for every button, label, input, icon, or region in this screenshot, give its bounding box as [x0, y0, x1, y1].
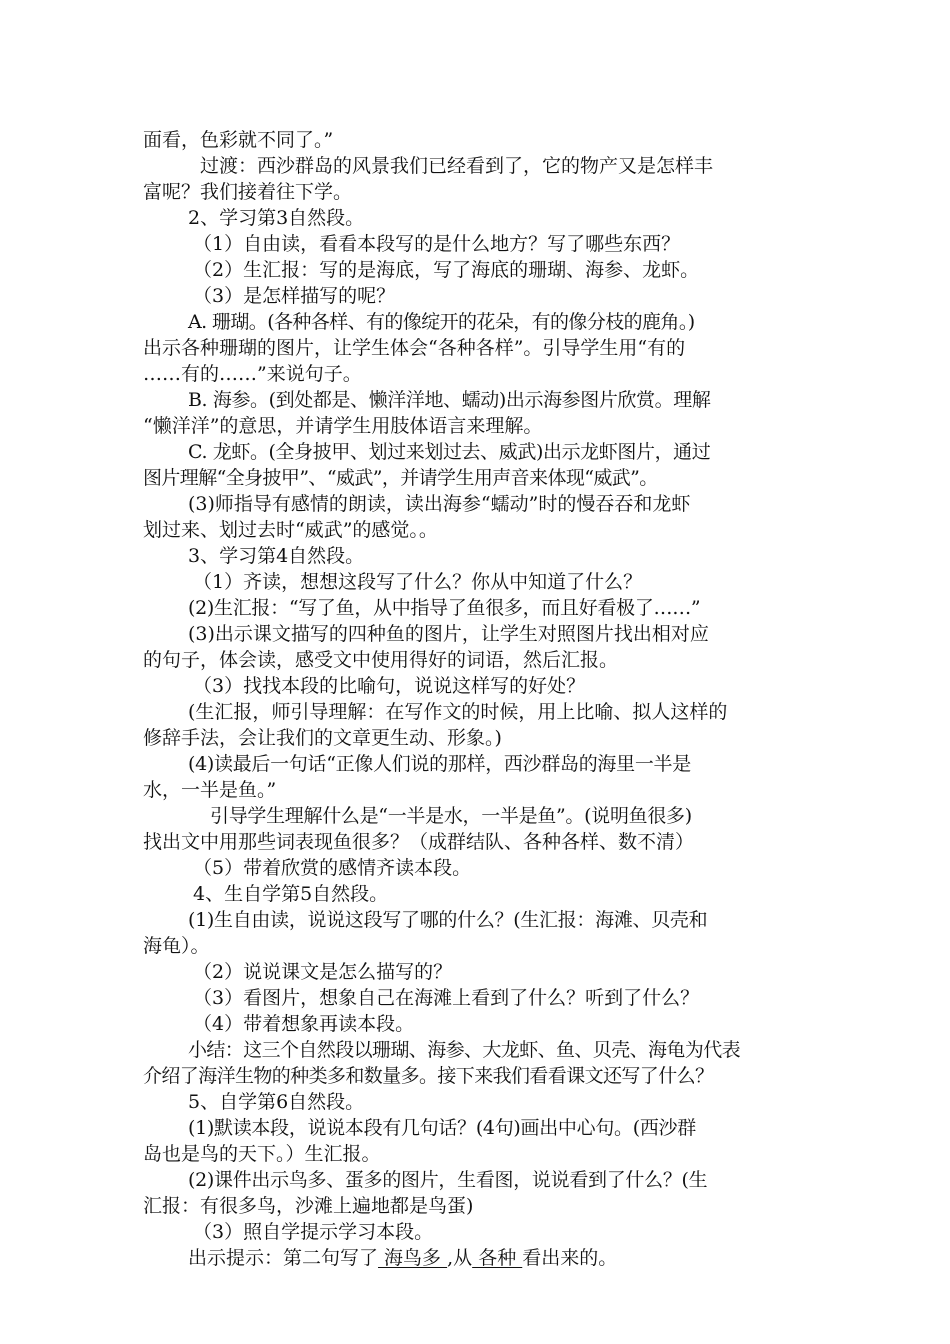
text-line: （1）自由读，看看本段写的是什么地方？写了哪些东西？ — [193, 233, 681, 255]
text-line: （5）带着欣赏的感情齐读本段。 — [193, 857, 472, 879]
text-line: 介绍了海洋生物的种类多和数量多。接下来我们看看课文还写了什么？ — [143, 1065, 714, 1087]
text-line: 划过来、划过去时“威武”的感觉。。 — [143, 519, 438, 541]
text-line: ……有的……”来说句子。 — [143, 363, 362, 385]
text-line: “懒洋洋”的意思，并请学生用肢体语言来理解。 — [143, 415, 543, 437]
text-line: 小结：这三个自然段以珊瑚、海参、大龙虾、鱼、贝壳、海龟为代表 — [188, 1039, 741, 1061]
text-line: 找出文中用那些词表现鱼很多？（成群结队、各种各样、数不清） — [143, 831, 695, 853]
text-line: 引导学生理解什么是“一半是水，一半是鱼”。(说明鱼很多) — [210, 805, 692, 827]
text-line: （3）看图片，想象自己在海滩上看到了什么？听到了什么？ — [193, 987, 700, 1009]
text-line: （2）生汇报：写的是海底，写了海底的珊瑚、海参、龙虾。 — [193, 259, 700, 281]
fill-blank-1: 海鸟多 — [378, 1247, 448, 1269]
text-line: 过渡：西沙群岛的风景我们已经看到了，它的物产又是怎样丰 — [200, 155, 714, 177]
text-line: 图片理解“全身披甲”、“威武”，并请学生用声音来体现“威武”。 — [143, 467, 658, 489]
text-line: 面看，色彩就不同了。” — [143, 129, 334, 151]
text-line: （3）是怎样描写的呢？ — [193, 285, 396, 307]
text-line: 4、生自学第5自然段。 — [193, 883, 389, 905]
text-line: (1)生自由读，说说这段写了哪的什么？(生汇报：海滩、贝壳和 — [188, 909, 708, 931]
fill-blank-2: 各种 — [472, 1247, 523, 1269]
text-line: (生汇报，师引导理解：在写作文的时候，用上比喻、拟人这样的 — [188, 701, 728, 723]
text-line: 汇报：有很多鸟，沙滩上遍地都是鸟蛋) — [143, 1195, 474, 1217]
text-line: （4）带着想象再读本段。 — [193, 1013, 415, 1035]
prompt-prefix: 出示提示：第二句写了 — [188, 1247, 379, 1269]
text-line: 海龟）。 — [143, 935, 210, 957]
prompt-mid: ,从 — [447, 1247, 473, 1269]
text-line: (4)读最后一句话“正像人们说的那样，西沙群岛的海里一半是 — [188, 753, 691, 775]
text-line: （3）找找本段的比喻句，说说这样写的好处？ — [193, 675, 586, 697]
text-line: 富呢？我们接着往下学。 — [143, 181, 353, 203]
text-line: （2）说说课文是怎么描写的？ — [193, 961, 453, 983]
text-line: 修辞手法，会让我们的文章更生动、形象。) — [143, 727, 502, 749]
text-line: (3)师指导有感情的朗读，读出海参“蠕动”时的慢吞吞和龙虾 — [188, 493, 691, 515]
text-line: (1)默读本段，说说本段有几句话？(4句)画出中心句。(西沙群 — [188, 1117, 696, 1139]
text-line: 岛也是鸟的天下。）生汇报。 — [143, 1143, 381, 1165]
prompt-suffix: 看出来的。 — [522, 1247, 618, 1269]
text-line: 的句子，体会读，感受文中使用得好的词语，然后汇报。 — [143, 649, 619, 671]
text-line: 2、学习第3自然段。 — [188, 207, 365, 229]
text-line: A. 珊瑚。(各种各样、有的像绽开的花朵，有的像分枝的鹿角。) — [188, 311, 695, 333]
text-line: (2)课件出示鸟多、蛋多的图片，生看图，说说看到了什么？(生 — [188, 1169, 708, 1191]
text-line: 3、学习第4自然段。 — [188, 545, 365, 567]
text-line: 水，一半是鱼。” — [143, 779, 277, 801]
text-line: （3）照自学提示学习本段。 — [193, 1221, 434, 1243]
text-line: 5、自学第6自然段。 — [188, 1091, 365, 1113]
text-line: (2)生汇报：“写了鱼，从中指导了鱼很多，而且好看极了……” — [188, 597, 701, 619]
prompt-line — [188, 1245, 950, 1271]
text-line: C. 龙虾。(全身披甲、划过来划过去、威武)出示龙虾图片，通过 — [188, 441, 711, 463]
text-line: B. 海参。(到处都是、懒洋洋地、蠕动)出示海参图片欣赏。理解 — [188, 389, 711, 411]
text-line: (3)出示课文描写的四种鱼的图片，让学生对照图片找出相对应 — [188, 623, 709, 645]
text-line: （1）齐读，想想这段写了什么？你从中知道了什么？ — [193, 571, 643, 593]
text-line: 出示各种珊瑚的图片，让学生体会“各种各样”。引导学生用“有的 — [143, 337, 686, 359]
